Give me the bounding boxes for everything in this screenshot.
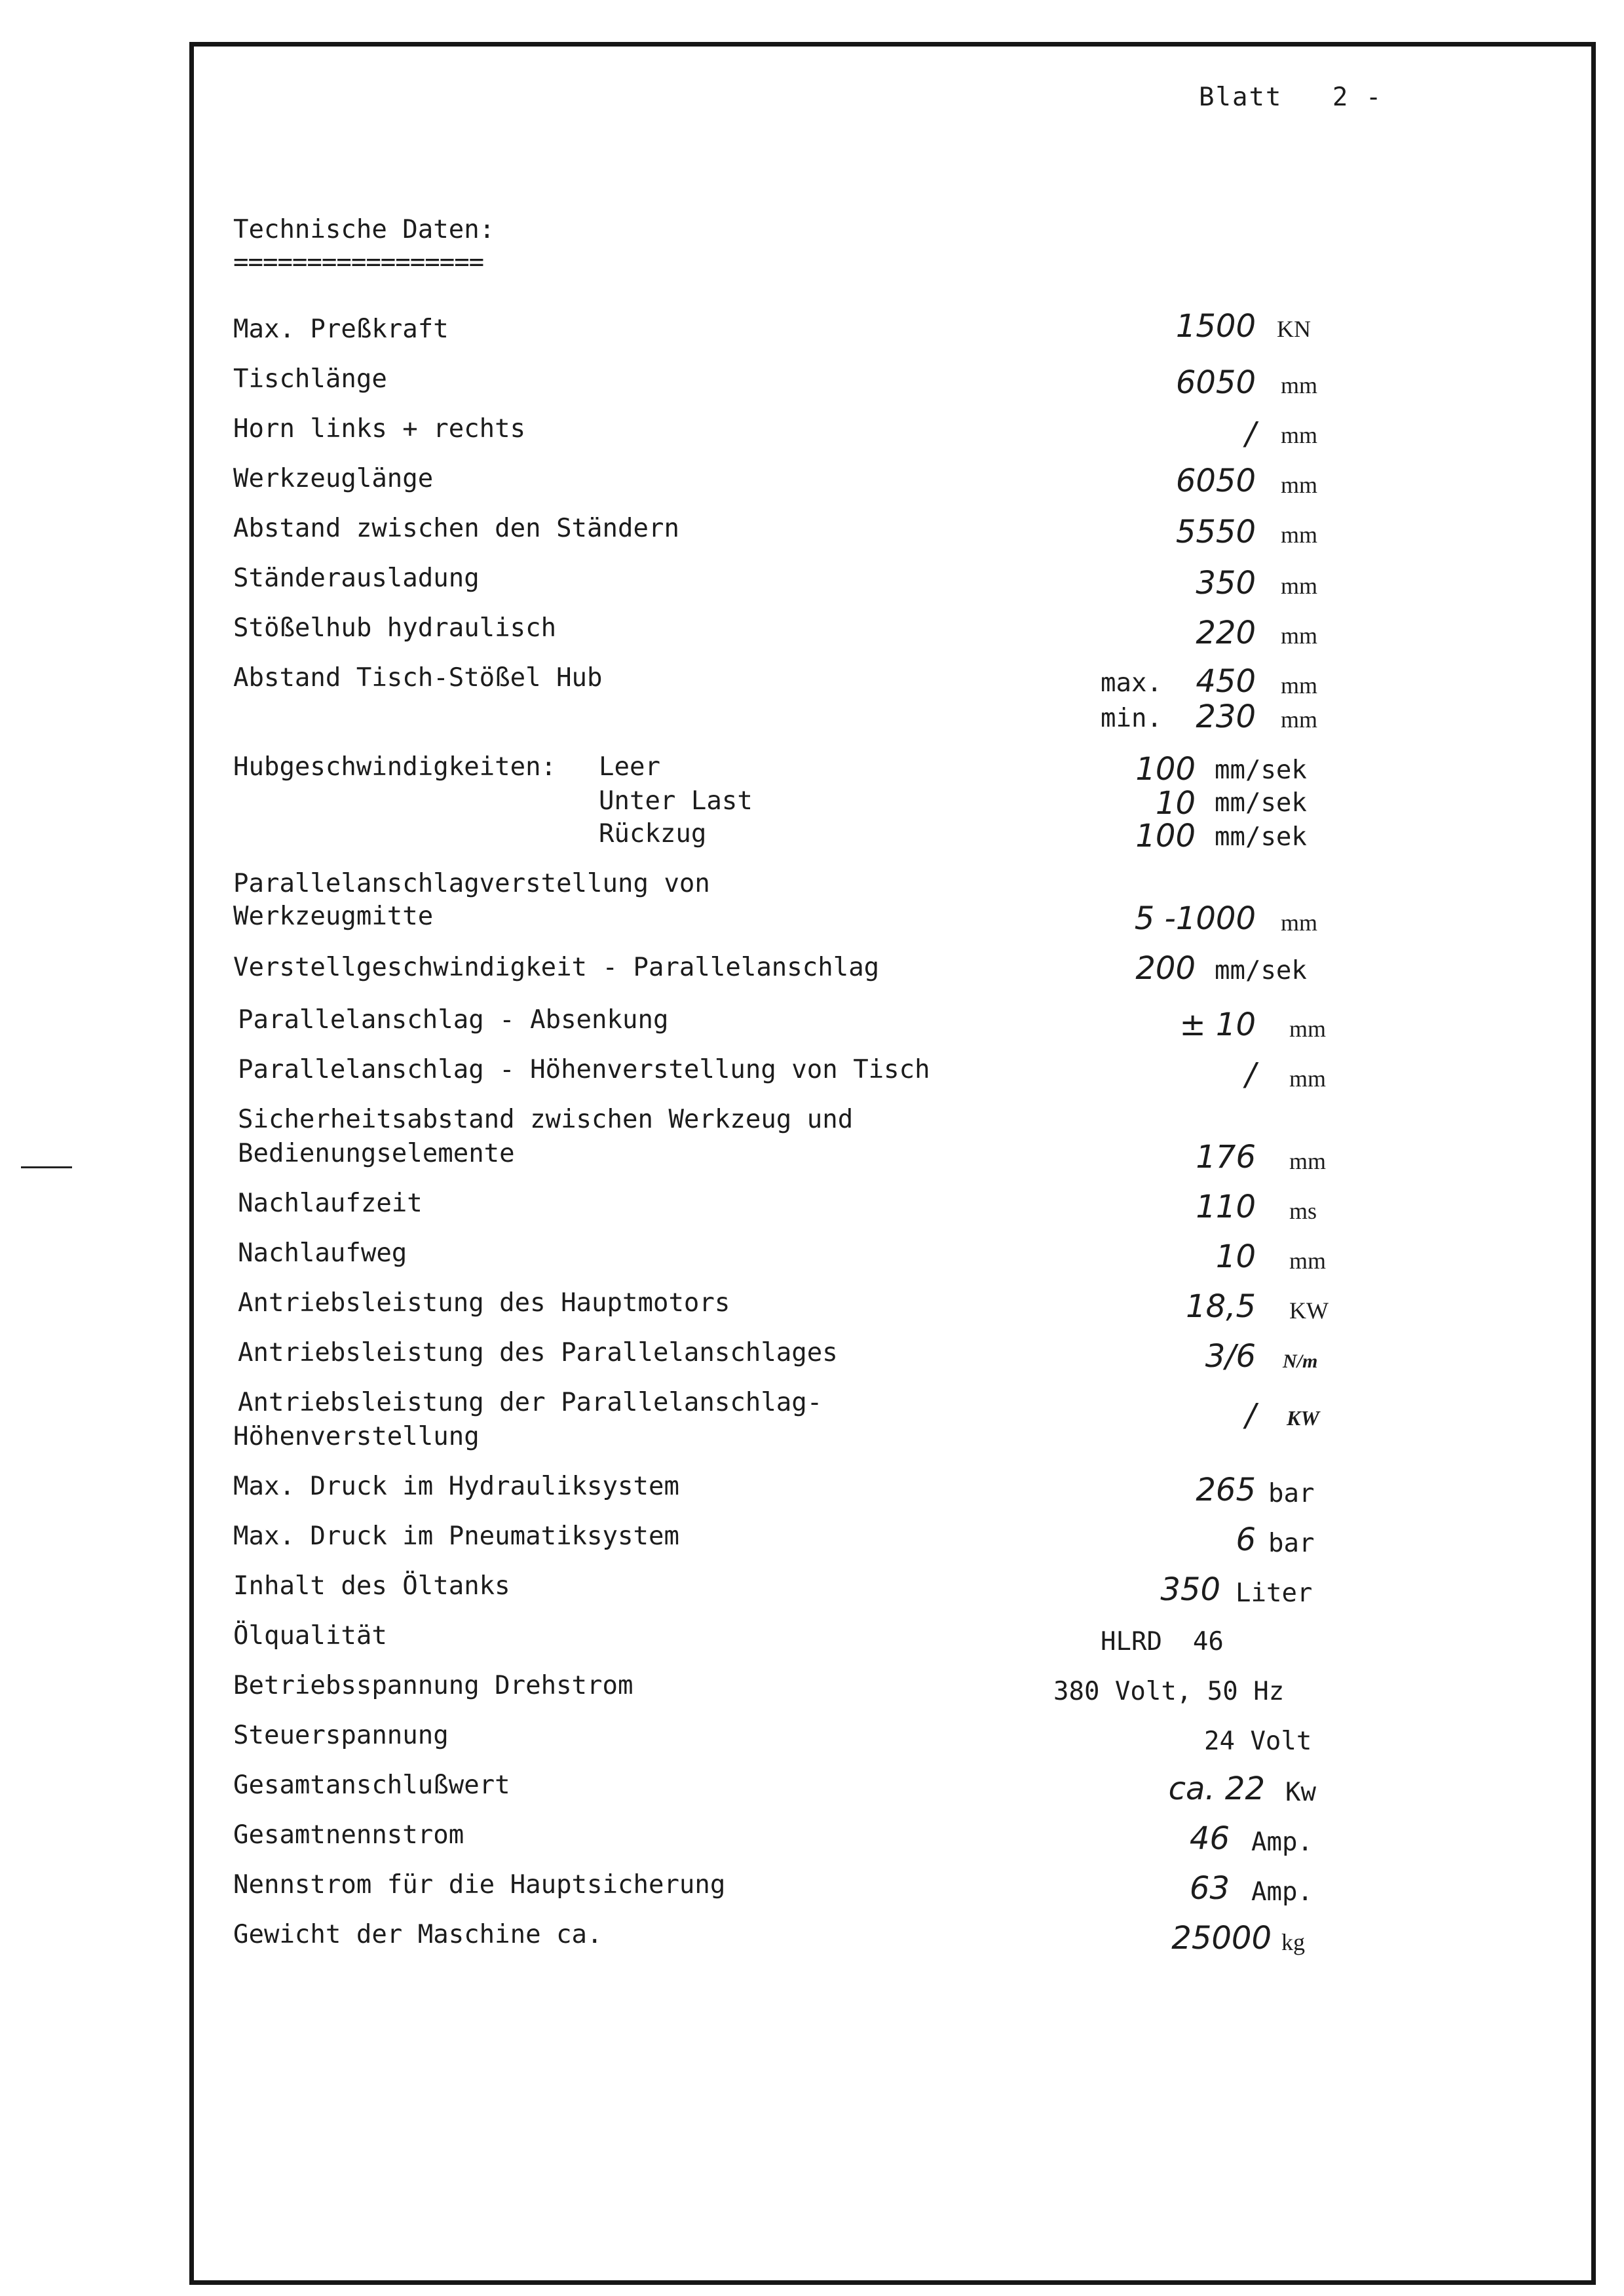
spec-value-plain: 24 Volt (1204, 1727, 1312, 1756)
spec-label: Abstand Tisch-Stößel Hub (233, 663, 603, 693)
spec-label: Nachlaufweg (238, 1238, 407, 1268)
spec-unit: KW (1287, 1406, 1319, 1430)
spec-unit: bar (1268, 1529, 1315, 1558)
spec-label: Stößelhub hydraulisch (233, 613, 557, 643)
spec-value: ± 10 (1179, 1006, 1256, 1043)
spec-value: 100 (1135, 818, 1196, 854)
spec-label: Ständerausladung (233, 564, 480, 593)
spec-unit: mm (1289, 1016, 1327, 1042)
spec-value: 6050 (1175, 364, 1256, 401)
spec-unit: mm (1281, 622, 1318, 649)
spec-unit: Liter (1236, 1578, 1313, 1608)
spec-value: / (1245, 1397, 1256, 1434)
spec-unit: KN (1277, 316, 1311, 342)
spec-label: Antriebsleistung der Parallelanschlag- (238, 1388, 823, 1417)
spec-unit: bar (1268, 1479, 1315, 1508)
spec-label: Max. Druck im Hydrauliksystem (233, 1472, 679, 1501)
spec-value: 100 (1135, 751, 1196, 788)
spec-label: Nachlaufzeit (238, 1189, 423, 1218)
spec-label-line2: Höhenverstellung (233, 1422, 480, 1451)
spec-unit: mm (1281, 672, 1318, 698)
spec-label: Gewicht der Maschine ca. (233, 1920, 603, 1949)
spec-value: 1500 (1175, 308, 1256, 345)
spec-unit: mm (1281, 372, 1318, 398)
spec-value: 110 (1196, 1189, 1256, 1225)
spec-label: Max. Preßkraft (233, 315, 449, 344)
spec-value: 176 (1196, 1139, 1256, 1176)
margin-mark (21, 1166, 72, 1168)
spec-unit: kg (1281, 1929, 1305, 1955)
spec-value: 63 (1189, 1870, 1230, 1907)
spec-value-min: 230 (1196, 698, 1256, 735)
spec-value: 220 (1196, 615, 1256, 651)
spec-label: Parallelanschlagverstellung von (233, 869, 710, 898)
spec-label: Gesamtnennstrom (233, 1820, 464, 1850)
spec-label-line2: Werkzeugmitte (233, 902, 434, 931)
spec-unit: Amp. (1251, 1877, 1313, 1907)
spec-value: 350 (1196, 565, 1256, 602)
blatt-label: Blatt (1199, 83, 1283, 112)
spec-unit: Kw (1285, 1778, 1316, 1807)
spec-unit: mm (1289, 1148, 1327, 1174)
section-title: Technische Daten: (233, 215, 495, 244)
spec-unit: Amp. (1251, 1827, 1313, 1857)
blatt-number: 2 - (1332, 83, 1383, 112)
spec-unit: mm (1281, 909, 1318, 936)
sub-label: Unter Last (599, 786, 753, 816)
spec-label: Steuerspannung (233, 1721, 449, 1750)
spec-value: 5 -1000 (1134, 900, 1256, 937)
spec-value: 350 (1160, 1571, 1220, 1608)
spec-label: Parallelanschlag - Höhenverstellung von Tisch (238, 1055, 930, 1084)
spec-label: Abstand zwischen den Ständern (233, 514, 679, 543)
sub-label: Rückzug (599, 819, 707, 849)
spec-unit: mm/sek (1215, 956, 1307, 985)
spec-label: Inhalt des Öltanks (233, 1571, 510, 1601)
spec-label: Ölqualität (233, 1621, 387, 1651)
spec-label: Gesamtanschlußwert (233, 1770, 510, 1800)
spec-unit: KW (1289, 1297, 1329, 1324)
spec-value: 10 (1155, 785, 1196, 822)
spec-value: 6050 (1175, 463, 1256, 499)
spec-label: Tischlänge (233, 364, 387, 394)
spec-unit: mm/sek (1215, 822, 1307, 852)
spec-value: ca. 22 (1168, 1770, 1265, 1807)
spec-value: 10 (1215, 1238, 1256, 1275)
spec-value: 265 (1196, 1472, 1256, 1508)
spec-value: 25000 (1171, 1920, 1272, 1957)
spec-unit: mm/sek (1215, 756, 1307, 785)
title-underline: ================= (233, 248, 484, 277)
spec-unit: mm/sek (1215, 788, 1307, 818)
spec-label: Max. Druck im Pneumatiksystem (233, 1521, 679, 1551)
spec-value: 5550 (1175, 514, 1256, 550)
spec-label: Verstellgeschwindigkeit - Parallelanschlag (233, 953, 880, 982)
spec-value: 3/6 (1205, 1338, 1256, 1375)
spec-value: / (1245, 415, 1256, 452)
spec-unit: mm (1281, 706, 1318, 733)
spec-value: 6 (1236, 1521, 1256, 1558)
spec-unit: mm (1281, 573, 1318, 599)
spec-label: Sicherheitsabstand zwischen Werkzeug und (238, 1105, 854, 1134)
spec-value: 46 (1189, 1820, 1230, 1857)
spec-unit: mm (1281, 422, 1318, 448)
max-label: max. (1101, 668, 1162, 698)
spec-label: Horn links + rechts (233, 414, 526, 444)
spec-unit: mm (1281, 522, 1318, 548)
spec-label: Hubgeschwindigkeiten: (233, 752, 557, 782)
spec-unit: mm (1281, 472, 1318, 498)
spec-value-plain: HLRD 46 (1101, 1627, 1224, 1656)
spec-unit: mm (1289, 1065, 1327, 1092)
spec-value: 200 (1135, 950, 1196, 987)
spec-label: Werkzeuglänge (233, 464, 434, 493)
spec-label-line2: Bedienungselemente (238, 1139, 515, 1168)
spec-value: / (1245, 1056, 1256, 1093)
sub-label: Leer (599, 752, 660, 782)
spec-label: Antriebsleistung des Parallelanschlages (238, 1338, 838, 1368)
spec-value-max: 450 (1196, 663, 1256, 700)
spec-label: Nennstrom für die Hauptsicherung (233, 1870, 726, 1900)
page-number (1199, 83, 1382, 112)
spec-label: Antriebsleistung des Hauptmotors (238, 1288, 730, 1318)
spec-label: Parallelanschlag - Absenkung (238, 1005, 669, 1035)
spec-unit: N/m (1283, 1350, 1318, 1372)
spec-label: Betriebsspannung Drehstrom (233, 1671, 633, 1700)
spec-unit: ms (1289, 1198, 1317, 1224)
spec-unit: mm (1289, 1248, 1327, 1274)
spec-value-plain: 380 Volt, 50 Hz (1053, 1677, 1285, 1706)
spec-value: 18,5 (1186, 1288, 1256, 1325)
min-label: min. (1101, 704, 1162, 733)
